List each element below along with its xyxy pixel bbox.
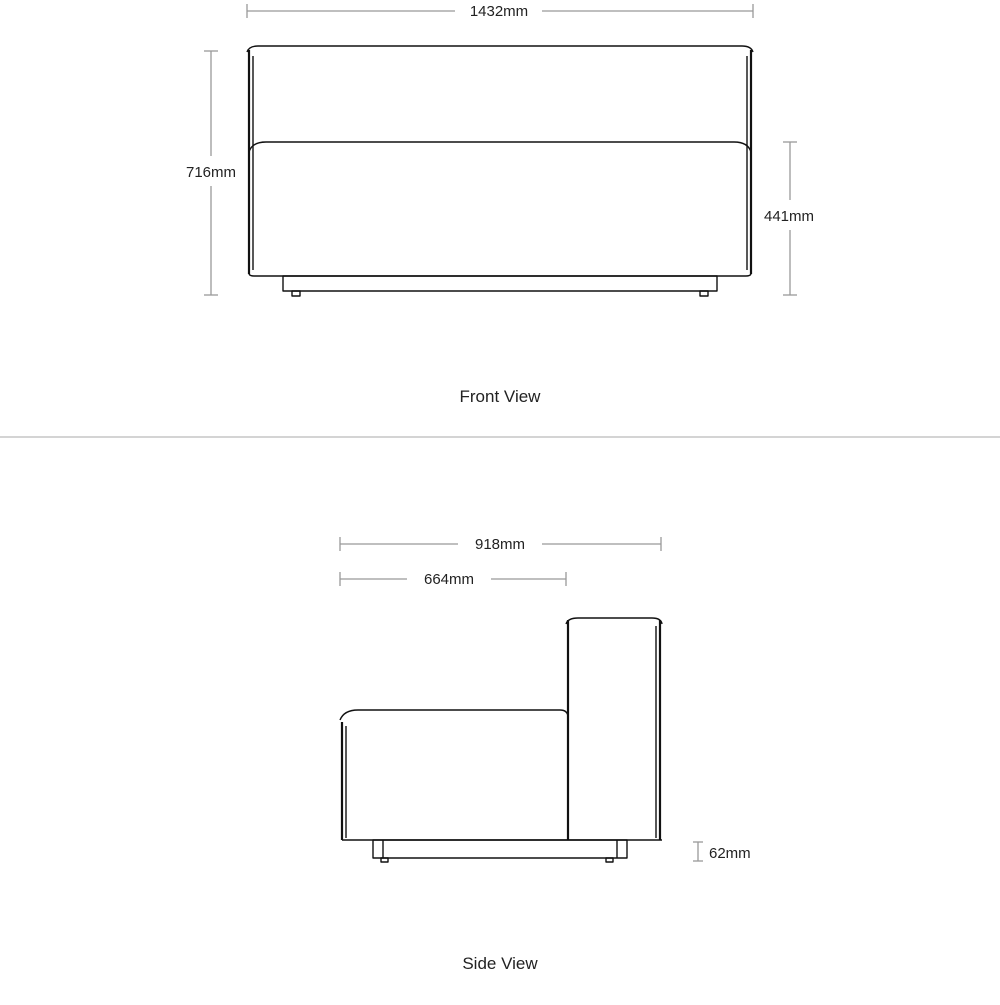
front-width-label: 1432mm <box>469 3 529 20</box>
front-sofa-outline <box>247 46 753 296</box>
front-width-dimension <box>247 3 753 20</box>
side-leg-height-dimension <box>693 842 751 862</box>
side-depth-dimension <box>340 536 661 553</box>
front-height-dimension <box>186 51 236 295</box>
front-seat-height-label: 441mm <box>763 208 815 225</box>
side-depth-label: 918mm <box>474 536 526 553</box>
front-seat-height-dimension <box>764 142 814 295</box>
front-view <box>186 3 814 406</box>
front-height-label: 716mm <box>185 164 237 181</box>
side-leg-height-label: 62mm <box>709 845 751 862</box>
side-seat-depth-dimension <box>340 571 566 588</box>
side-seat-depth-label: 664mm <box>423 571 475 588</box>
side-view-caption: Side View <box>462 954 538 973</box>
side-view <box>340 536 751 973</box>
side-sofa-outline <box>340 618 662 862</box>
front-view-caption: Front View <box>459 387 541 406</box>
